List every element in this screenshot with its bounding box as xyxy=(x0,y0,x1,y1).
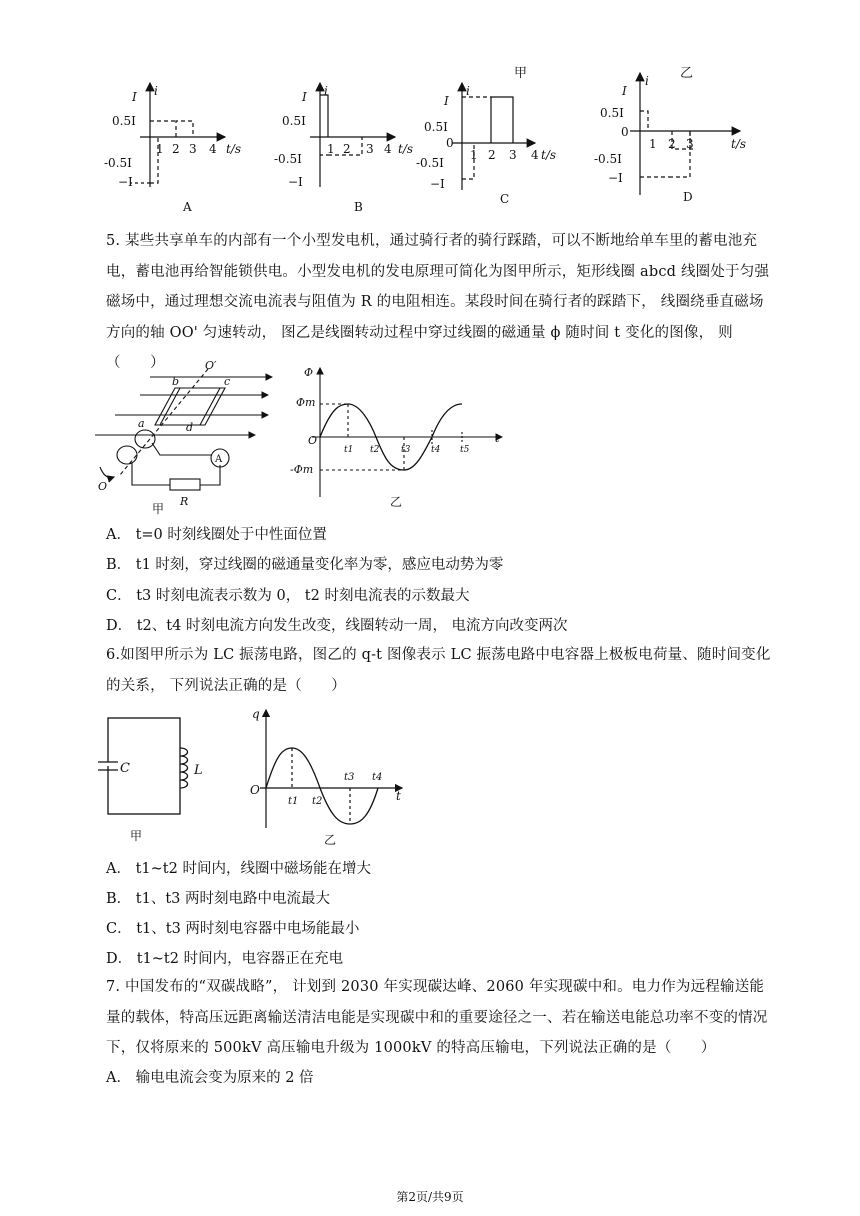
q6-option-c[interactable]: C． t1、t3 两时刻电容器中电场能最小 xyxy=(106,921,360,937)
svg-text:3: 3 xyxy=(509,148,517,162)
svg-text:1: 1 xyxy=(327,142,335,156)
q6-option-b[interactable]: B． t1、t3 两时刻电路中电流最大 xyxy=(106,891,330,907)
svg-text:0.5I: 0.5I xyxy=(112,114,136,128)
page-footer: 第2页/共9页 xyxy=(396,1190,464,1204)
svg-text:i: i xyxy=(466,84,470,98)
svg-text:t/s: t/s xyxy=(398,142,414,156)
q6-figure-jia xyxy=(90,712,210,852)
svg-text:t: t xyxy=(396,789,401,803)
svg-text:1: 1 xyxy=(649,137,657,151)
graph-c xyxy=(452,83,535,190)
svg-text:0: 0 xyxy=(446,136,454,150)
q5-option-a[interactable]: A． t=0 时刻线圈处于中性面位置 xyxy=(106,527,327,543)
top-answer-graphs xyxy=(0,55,860,220)
svg-text:t2: t2 xyxy=(370,445,380,455)
svg-text:R: R xyxy=(180,495,189,508)
option-c-label: C xyxy=(500,192,510,206)
option-b-label: B xyxy=(354,200,363,214)
svg-text:Φm: Φm xyxy=(296,396,316,409)
svg-text:0.5I: 0.5I xyxy=(424,120,448,134)
q6-option-a[interactable]: A． t1~t2 时间内，线圈中磁场能在增大 xyxy=(106,861,371,877)
svg-text:0: 0 xyxy=(621,125,629,139)
graph-d-header: 乙 xyxy=(680,66,694,81)
svg-text:a: a xyxy=(138,417,145,430)
svg-text:-0.5I: -0.5I xyxy=(416,156,444,170)
option-d-label: D xyxy=(683,190,693,204)
svg-text:t5: t5 xyxy=(460,445,470,455)
q7-stem: 7. 中国发布的“双碳战略”， 计划到 2030 年实现碳达峰、2060 年实现碳中和。电力作为远程输送能量的载体，特高压远距离输送清洁电能是实现碳中和的重要途径之一、若在输送电能总功率不变的情况下，仅将原来的 500kV 高压输电升级为 1000kV 的特高压输电，下列说法正确的是（ ） xyxy=(106,979,768,1056)
svg-text:L: L xyxy=(194,763,203,778)
q5-figure-yi xyxy=(290,362,515,512)
svg-text:2: 2 xyxy=(488,148,496,162)
svg-text:甲: 甲 xyxy=(152,502,165,516)
svg-text:-0.5I: -0.5I xyxy=(594,152,622,166)
svg-text:c: c xyxy=(224,375,231,388)
svg-text:t4: t4 xyxy=(431,445,441,455)
svg-text:t3: t3 xyxy=(401,445,411,455)
svg-text:I: I xyxy=(302,90,307,104)
svg-text:A: A xyxy=(215,454,223,465)
svg-text:t3: t3 xyxy=(344,772,355,783)
svg-text:3: 3 xyxy=(366,142,374,156)
q5-option-b[interactable]: B． t1 时刻，穿过线圈的磁通量变化率为零，感应电动势为零 xyxy=(106,557,504,573)
graph-c-header: 甲 xyxy=(514,66,528,81)
svg-text:t1: t1 xyxy=(288,796,299,807)
graph-a xyxy=(130,83,225,187)
svg-text:2: 2 xyxy=(668,137,676,151)
svg-text:O: O xyxy=(98,480,108,493)
svg-text:0.5I: 0.5I xyxy=(600,106,624,120)
svg-text:C: C xyxy=(120,761,130,776)
svg-text:1: 1 xyxy=(470,148,478,162)
q5-figure-jia xyxy=(80,355,280,520)
svg-text:-0.5I: -0.5I xyxy=(274,152,302,166)
svg-text:t/s: t/s xyxy=(226,142,242,156)
svg-text:q: q xyxy=(252,707,260,721)
svg-text:4: 4 xyxy=(531,148,539,162)
svg-text:t2: t2 xyxy=(312,796,323,807)
svg-text:−I: −I xyxy=(118,175,133,189)
svg-text:d: d xyxy=(186,421,194,434)
svg-text:2: 2 xyxy=(343,142,351,156)
svg-text:−I: −I xyxy=(288,175,303,189)
svg-text:O′: O′ xyxy=(205,359,217,372)
q5-option-c[interactable]: C． t3 时刻电流表示数为 0， t2 时刻电流表的示数最大 xyxy=(106,588,470,604)
svg-text:4: 4 xyxy=(384,142,392,156)
svg-text:甲: 甲 xyxy=(130,829,143,843)
svg-text:b: b xyxy=(172,375,180,388)
svg-text:-Φm: -Φm xyxy=(290,463,314,476)
svg-text:0.5I: 0.5I xyxy=(282,114,306,128)
svg-text:t: t xyxy=(495,432,500,445)
svg-text:1: 1 xyxy=(156,142,164,156)
svg-text:t1: t1 xyxy=(344,445,354,455)
svg-text:3: 3 xyxy=(686,137,694,151)
svg-text:-0.5I: -0.5I xyxy=(104,156,132,170)
svg-text:−I: −I xyxy=(430,177,445,191)
svg-text:I: I xyxy=(132,90,137,104)
graph-d xyxy=(630,73,740,195)
svg-text:乙: 乙 xyxy=(390,495,403,509)
graph-b xyxy=(310,83,395,187)
option-a-label: A xyxy=(183,200,192,214)
q7-option-a[interactable]: A． 输电电流会变为原来的 2 倍 xyxy=(106,1070,314,1086)
q6-option-d[interactable]: D． t1~t2 时间内，电容器正在充电 xyxy=(106,951,344,967)
svg-text:O: O xyxy=(250,783,260,797)
svg-text:i: i xyxy=(645,74,649,88)
svg-text:2: 2 xyxy=(172,142,180,156)
q6-stem: 6.如图甲所示为 LC 振荡电路，图乙的 q-t 图像表示 LC 振荡电路中电容器上极板电荷量、随时间变化的关系， 下列说法正确的是（ ） xyxy=(106,647,771,694)
svg-text:−I: −I xyxy=(608,171,623,185)
svg-text:I: I xyxy=(622,84,627,98)
svg-text:i: i xyxy=(154,84,158,98)
svg-text:t4: t4 xyxy=(372,772,383,783)
svg-text:t/s: t/s xyxy=(731,137,747,151)
svg-text:Φ: Φ xyxy=(304,366,314,379)
q6-figure-yi xyxy=(240,706,410,856)
svg-text:I: I xyxy=(444,94,449,108)
svg-text:4: 4 xyxy=(209,142,217,156)
q5-option-d[interactable]: D． t2、t4 时刻电流方向发生改变，线圈转动一周， 电流方向改变两次 xyxy=(106,618,568,634)
svg-text:i: i xyxy=(324,84,328,98)
svg-text:O: O xyxy=(308,434,318,447)
svg-text:t/s: t/s xyxy=(541,148,557,162)
svg-text:乙: 乙 xyxy=(324,833,337,847)
svg-text:3: 3 xyxy=(189,142,197,156)
q5-stem: 5. 某些共享单车的内部有一个小型发电机，通过骑行者的骑行踩踏，可以不断地给单车里的蓄电池充电，蓄电池再给智能锁供电。小型发电机的发电原理可简化为图甲所示，矩形线圈 abcd 线圈处于匀强磁场中，通过理想交流电流表与阻值为 R 的电阻相连。某段时间在骑行者的踩踏下， 线圈绕垂直磁场方向的轴 OO' 匀速转动， 图乙是线圈转动过程中穿过线圈的磁通量 ϕ 随时间 t 变化的图像， 则（ ） xyxy=(106,233,770,371)
